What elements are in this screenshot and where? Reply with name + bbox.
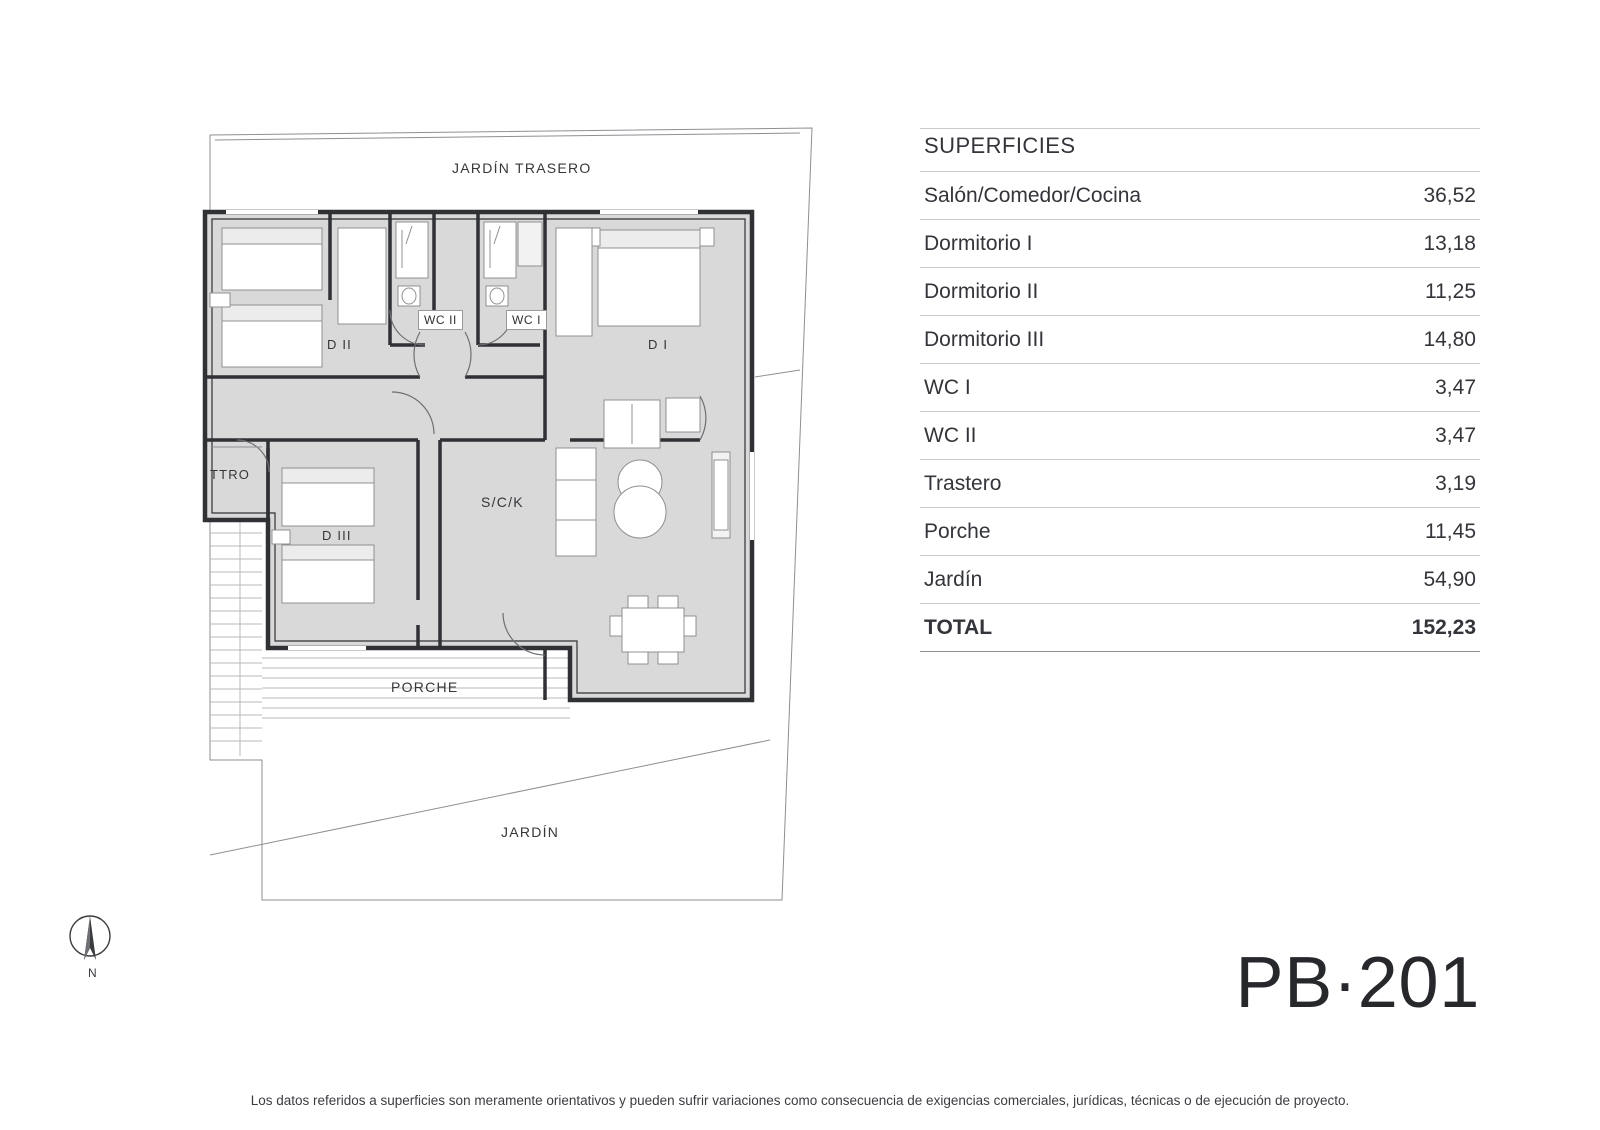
floor-plan <box>0 0 880 1020</box>
surfaces-table <box>920 128 1480 652</box>
label-wc-2: WC II <box>418 310 463 330</box>
row-value: 11,25 <box>1344 268 1480 316</box>
row-value: 14,80 <box>1344 316 1480 364</box>
table-row <box>920 412 1480 460</box>
disclaimer-text: Los datos referidos a superficies son meramente orientativos y pueden sufrir variaciones como consecuencia de exigencias comerciales, jurídicas, técnicas o de ejecución de proyecto. <box>250 1093 1350 1108</box>
floor-plan-drawing <box>0 0 880 1020</box>
row-label: WC I <box>920 364 1344 412</box>
compass-rose <box>62 908 122 988</box>
row-value: 3,19 <box>1344 460 1480 508</box>
row-label: WC II <box>920 412 1344 460</box>
compass-north-label: N <box>88 966 97 980</box>
table-row <box>920 316 1480 364</box>
label-salon-comedor-cocina: S/C/K <box>481 494 524 510</box>
furniture-bedroom-1 <box>556 228 714 336</box>
row-value: 11,45 <box>1344 508 1480 556</box>
row-label: Dormitorio I <box>920 220 1344 268</box>
total-value: 152,23 <box>1344 604 1480 652</box>
table-row <box>920 364 1480 412</box>
table-row <box>920 556 1480 604</box>
table-row <box>920 268 1480 316</box>
total-label: TOTAL <box>920 604 1344 652</box>
side-paving <box>210 520 262 756</box>
table-row <box>920 460 1480 508</box>
row-value: 36,52 <box>1344 172 1480 220</box>
surfaces-title-row <box>920 129 1480 172</box>
table-row <box>920 508 1480 556</box>
table-row <box>920 172 1480 220</box>
label-dormitorio-2: D II <box>327 337 352 352</box>
row-label: Trastero <box>920 460 1344 508</box>
table-row <box>920 220 1480 268</box>
label-porche: PORCHE <box>391 679 459 695</box>
row-value: 3,47 <box>1344 364 1480 412</box>
row-label: Dormitorio II <box>920 268 1344 316</box>
row-value: 13,18 <box>1344 220 1480 268</box>
row-label: Jardín <box>920 556 1344 604</box>
row-value: 54,90 <box>1344 556 1480 604</box>
row-label: Porche <box>920 508 1344 556</box>
table-row-total <box>920 604 1480 652</box>
label-jardin: JARDÍN <box>501 824 560 840</box>
surfaces-title: SUPERFICIES <box>920 129 1480 172</box>
row-label: Dormitorio III <box>920 316 1344 364</box>
row-label: Salón/Comedor/Cocina <box>920 172 1344 220</box>
label-jardin-trasero: JARDÍN TRASERO <box>452 160 592 176</box>
row-value: 3,47 <box>1344 412 1480 460</box>
plan-code-title: PB·201 <box>1235 943 1480 1023</box>
label-wc-1: WC I <box>506 310 547 330</box>
label-dormitorio-3: D III <box>322 528 352 543</box>
label-trastero: TTRO <box>210 467 251 482</box>
label-dormitorio-1: D I <box>648 337 669 352</box>
